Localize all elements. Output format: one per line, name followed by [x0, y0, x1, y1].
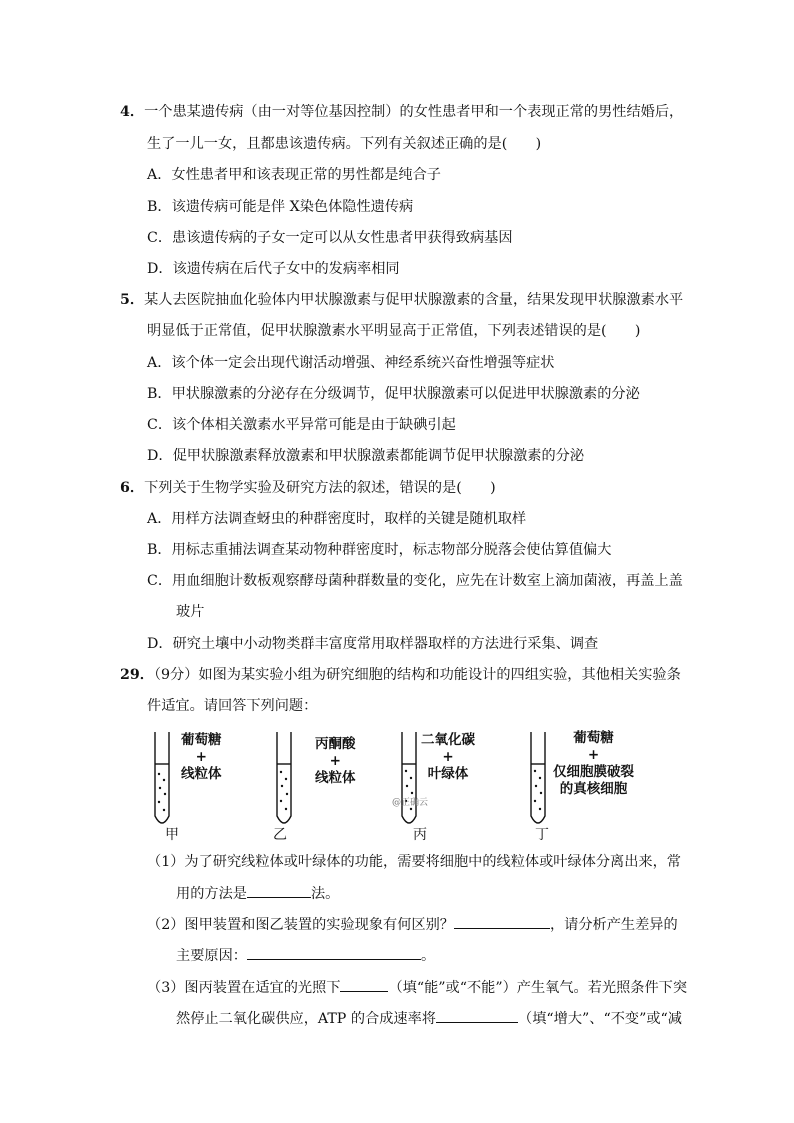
q6-option-c-cont: 玻片: [176, 604, 205, 620]
q5-stem-line2: 明显低于正常值，促甲状腺激素水平明显高于正常值，下列表述错误的是( ): [147, 323, 641, 339]
caption-bing: 丙: [413, 827, 427, 843]
answer-blank-3[interactable]: [247, 945, 421, 960]
q5-option-c: C．该个体相关激素水平异常可能是由于缺碘引起: [147, 417, 456, 433]
answer-blank-1[interactable]: [247, 883, 311, 898]
q6-option-d: D．研究土壤中小动物类群丰富度常用取样器取样的方法进行采集、调查: [147, 636, 599, 652]
test-tube-icon-jia: [155, 732, 169, 823]
q5-number: 5．: [120, 292, 145, 308]
q5-stem-line1: 5．某人去医院抽血化验体内甲状腺激素与促甲状腺激素的含量，结果发现甲状腺激素水平: [120, 292, 684, 308]
watermark-text: @正确云: [392, 798, 429, 808]
q6-option-c: C．用血细胞计数板观察酵母菌种群数量的变化，应先在计数室上滴加菌液，再盖上盖: [147, 573, 683, 589]
q29-sub2-line1: （2）图甲装置和图乙装置的实验现象有何区别？ ，请分析产生差异的: [147, 914, 678, 935]
q4-option-b: B．该遗传病可能是伴 X染色体隐性遗传病: [147, 199, 414, 215]
q4-option-a: A．女性患者甲和该表现正常的男性都是纯合子: [147, 167, 441, 183]
test-tube-icon-yi: [277, 732, 291, 823]
q6-option-b: B．用标志重捕法调查某动物种群密度时，标志物部分脱落会使估算值偏大: [147, 542, 612, 558]
test-tube-icon-ding: [531, 732, 545, 823]
q29-number: 29．: [120, 667, 154, 683]
q29-stem-line1: 29．（9分）如图为某实验小组为研究细胞的结构和功能设计的四组实验，其他相关实验条: [120, 667, 681, 683]
tube-label-ding: 葡萄糖 + 仅细胞膜破裂 的真核细胞: [553, 730, 634, 797]
caption-ding: 丁: [535, 827, 549, 843]
answer-blank-4[interactable]: [340, 977, 388, 992]
q5-option-a: A．该个体一定会出现代谢活动增强、神经系统兴奋性增强等症状: [147, 355, 555, 371]
q4-stem-line1: 4．一个患某遗传病（由一对等位基因控制）的女性患者甲和一个表现正常的男性结婚后，: [120, 104, 684, 120]
q4-option-c: C．患该遗传病的子女一定可以从女性患者甲获得致病基因: [147, 230, 513, 246]
q5-option-b: B．甲状腺激素的分泌存在分级调节，促甲状腺激素可以促进甲状腺激素的分泌: [147, 386, 640, 402]
tube-label-bing: 二氧化碳 + 叶绿体: [421, 732, 475, 782]
tube-label-jia: 葡萄糖 + 线粒体: [181, 732, 222, 782]
q6-option-a: A．用样方法调查蚜虫的种群密度时，取样的关键是随机取样: [147, 511, 527, 527]
q29-sub2-line2: 主要原因： 。: [176, 945, 435, 966]
q29-sub3-line2: 然停止二氧化碳供应，ATP 的合成速率将 （填“增大”、“不变”或“减: [176, 1008, 682, 1029]
caption-jia: 甲: [165, 827, 179, 843]
q29-sub1-line1: （1）为了研究线粒体或叶绿体的功能，需要将细胞中的线粒体或叶绿体分离出来，常: [147, 854, 681, 870]
caption-yi: 乙: [273, 827, 287, 843]
q5-option-d: D．促甲状腺激素释放激素和甲状腺激素都能调节促甲状腺激素的分泌: [147, 448, 585, 464]
q4-number: 4．: [120, 104, 145, 120]
answer-blank-2[interactable]: [454, 914, 550, 929]
answer-blank-5[interactable]: [436, 1008, 518, 1023]
q29-figure: [145, 724, 705, 844]
q29-stem-line2: 件适宜。请回答下列问题：: [147, 698, 318, 714]
q4-stem-line2: 生了一儿一女，且都患该遗传病。下列有关叙述正确的是( ): [147, 136, 542, 152]
q4-option-d: D．该遗传病在后代子女中的发病率相同: [147, 261, 400, 277]
q6-number: 6．: [120, 480, 145, 496]
q29-sub3-line1: （3）图丙装置在适宜的光照下 （填“能”或“不能”）产生氧气。若光照条件下突: [147, 977, 687, 998]
q6-stem-line1: 6．下列关于生物学实验及研究方法的叙述，错误的是( ): [120, 480, 496, 496]
q29-sub1-line2: 用的方法是 法。: [176, 883, 339, 904]
test-tube-icon-bing: [402, 732, 416, 823]
tube-label-yi: 丙酮酸 + 线粒体: [315, 736, 356, 786]
